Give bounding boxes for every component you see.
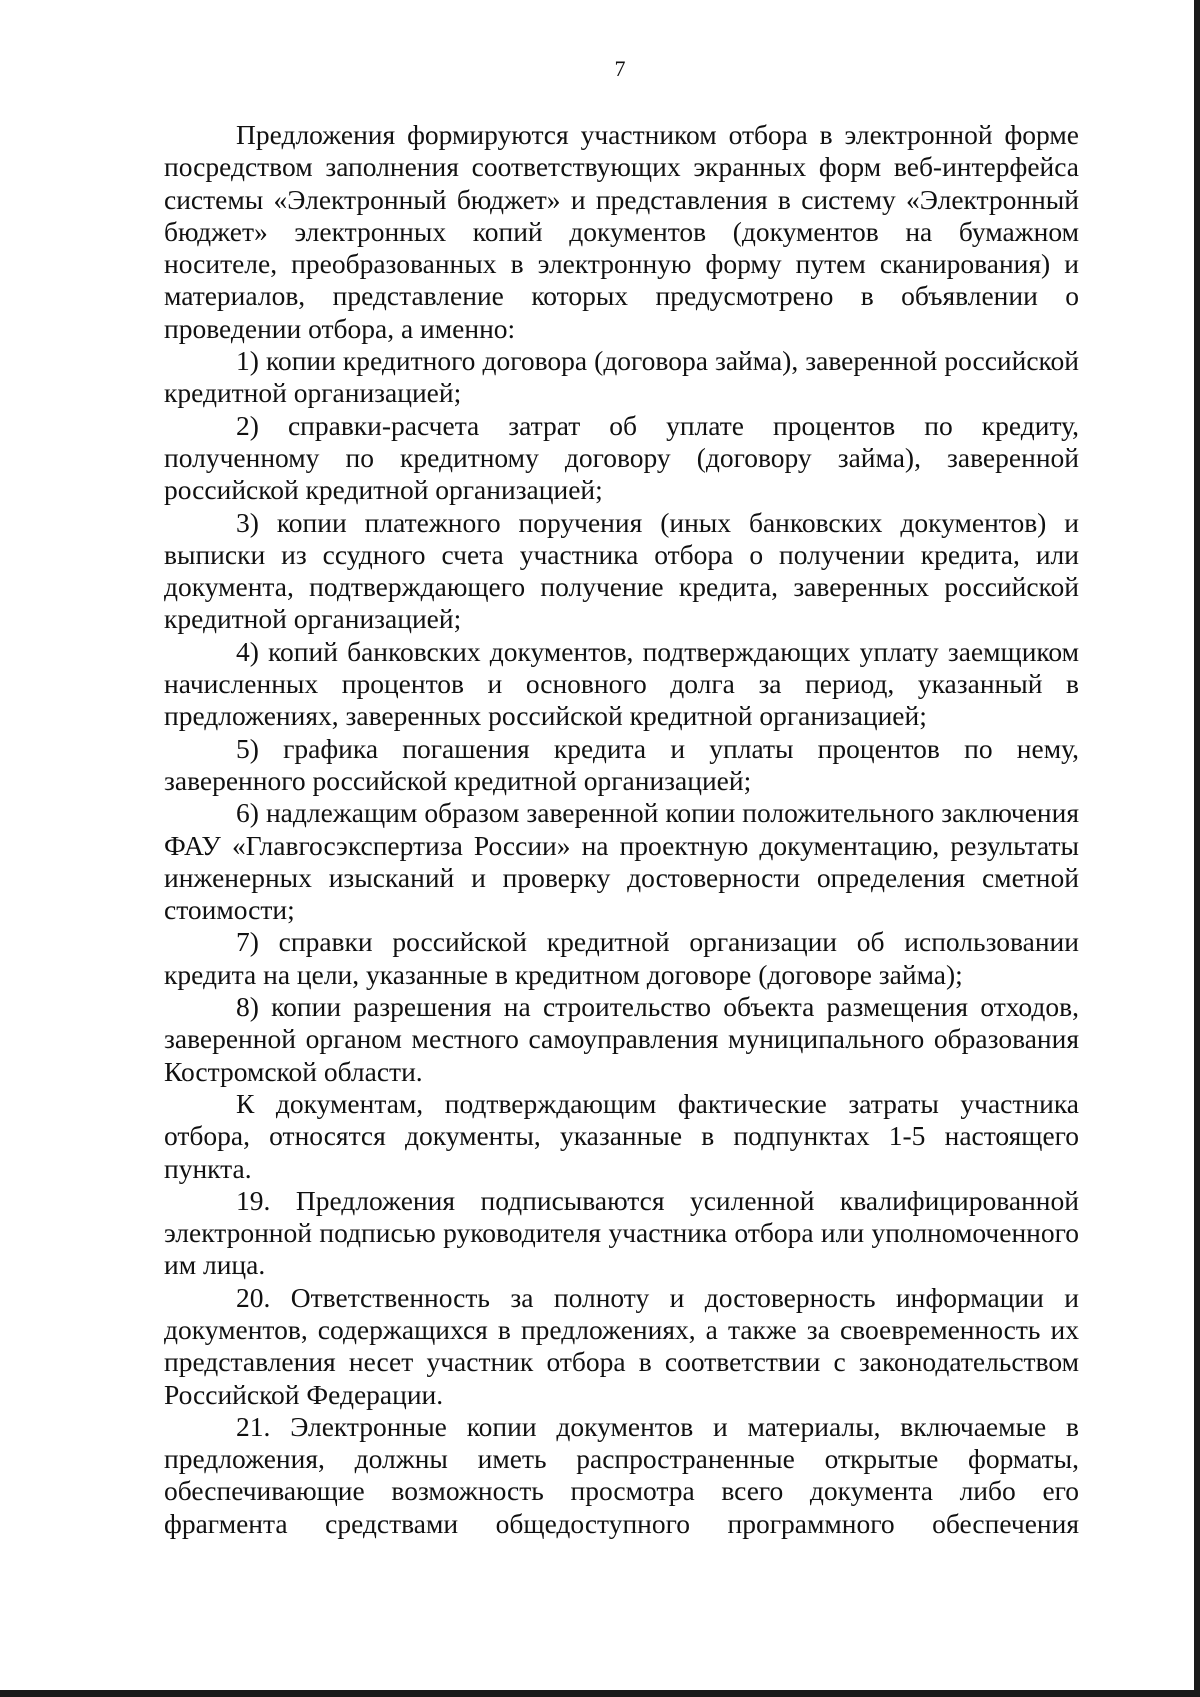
document-body [164,119,1079,1540]
list-item-5: 5) графика погашения кредита и уплаты процентов по нему, заверенного российской кредитной организацией; [164,732,1079,796]
list-item-7: 7) справки российской кредитной организации об использовании кредита на цели, указанные в кредитном договоре (договоре займа); [164,926,1079,990]
clause-21: 21. Электронные копии документов и материалы, включаемые в предложения, должны иметь распространенные открытые форматы, обеспечивающие возможность просмотра всего документа либо его фрагмента средствами общедоступного программного обеспечения [164,1410,1079,1539]
paragraph-actual-costs: К документам, подтверждающим фактические затраты участника отбора, относятся документы, указанные в подпунктах 1-5 настоящего пункта. [164,1087,1079,1184]
list-item-1: 1) копии кредитного договора (договора займа), заверенной российской кредитной организацией; [164,345,1079,409]
paragraph-intro: Предложения формируются участником отбора в электронной форме посредством заполнения соответствующих экранных форм веб-интерфейса системы «Электронный бюджет» и представления в систему «Электронный бюджет» электронных копий документов (документов на бумажном носителе, преобразованных в электронную форму путем сканирования) и материалов, представление которых предусмотрено в объявлении о проведении отбора, а именно: [164,119,1079,344]
list-item-4: 4) копий банковских документов, подтверждающих уплату заемщиком начисленных процентов и основного долга за период, указанный в предложениях, заверенных российской кредитной организацией; [164,635,1079,732]
scan-border-right [1194,0,1200,1697]
list-item-2: 2) справки-расчета затрат об уплате процентов по кредиту, полученному по кредитному договору (договору займа), заверенной российской кредитной организацией; [164,409,1079,506]
list-item-3: 3) копии платежного поручения (иных банковских документов) и выписки из ссудного счета участника отбора о получении кредита, или документа, подтверждающего получение кредита, заверенных российской кредитной организацией; [164,506,1079,635]
page-number: 7 [614,56,626,81]
clause-20: 20. Ответственность за полноту и достоверность информации и документов, содержащихся в предложениях, а также за своевременность их представления несет участник отбора в соответствии с законодательством Российской Федерации. [164,1281,1079,1410]
list-item-6: 6) надлежащим образом заверенной копии положительного заключения ФАУ «Главгосэкспертиза России» на проектную документацию, результаты инженерных изысканий и проверку достоверности определения сметной стоимости; [164,797,1079,926]
list-item-8: 8) копии разрешения на строительство объекта размещения отходов, заверенной органом местного самоуправления муниципального образования Костромской области. [164,991,1079,1087]
clause-19: 19. Предложения подписываются усиленной квалифицированной электронной подписью руководителя участника отбора или уполномоченного им лица. [164,1184,1079,1281]
scan-border-bottom [0,1690,1200,1697]
